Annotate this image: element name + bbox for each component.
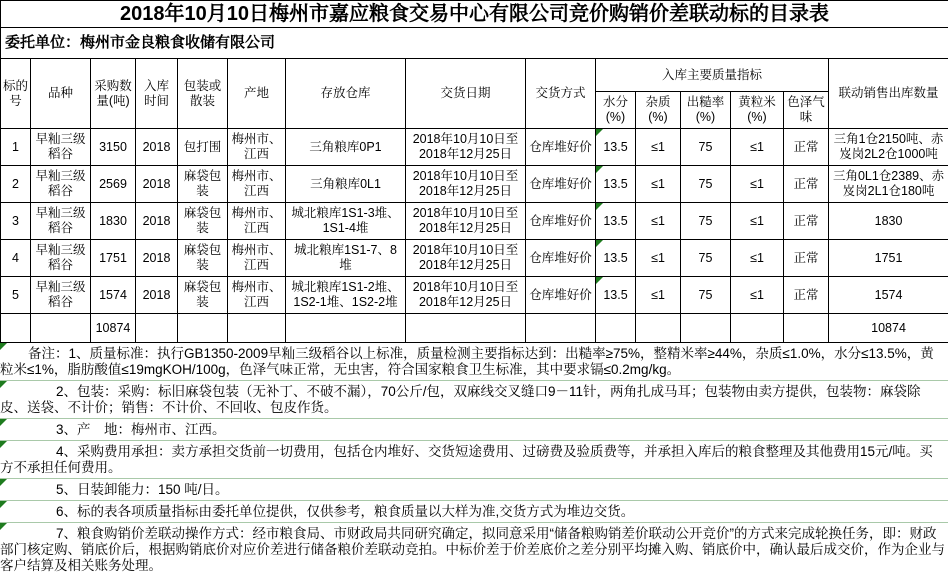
cell-variety: 早籼三级稻谷 — [31, 203, 91, 240]
cell-delivery-date: 2018年10月10日至2018年12月25日 — [406, 203, 526, 240]
cell-purchase-qty: 1830 — [91, 203, 136, 240]
cell-moisture: 13.5 — [596, 240, 636, 277]
cell-linked-sales-qty: 三角1仓2150吨、赤岌岗2L2仓1000吨 — [829, 129, 948, 166]
header-moisture: 水分(%) — [596, 92, 636, 129]
comment-indicator-icon — [596, 166, 603, 173]
cell-warehouse: 城北粮库1S1-7、8堆 — [286, 240, 406, 277]
cell-origin: 梅州市、江西 — [228, 166, 286, 203]
cell-storage-year: 2018 — [136, 129, 178, 166]
cell-moisture: 13.5 — [596, 166, 636, 203]
header-delivery-date: 交货日期 — [406, 59, 526, 129]
cell-impurity: ≤1 — [636, 277, 681, 314]
header-brown-rice-rate: 出糙率(%) — [681, 92, 731, 129]
table-row — [1, 166, 948, 203]
header-yellow-grain: 黄粒米(%) — [731, 92, 784, 129]
page-title: 2018年10月10日梅州市嘉应粮食交易中心有限公司竞价购销价差联动标的目录表 — [1, 1, 948, 28]
note-text: 5、日装卸能力：150 吨/日。 — [0, 482, 946, 498]
total-row — [1, 314, 948, 343]
cell-purchase-qty: 1574 — [91, 277, 136, 314]
cell-yellow-grain: ≤1 — [731, 203, 784, 240]
cell-yellow-grain: ≤1 — [731, 277, 784, 314]
cell-origin: 梅州市、江西 — [228, 277, 286, 314]
cell-bid-no: 2 — [1, 166, 31, 203]
cell-delivery-date: 2018年10月10日至2018年12月25日 — [406, 277, 526, 314]
cell-color-odor: 正常 — [784, 129, 829, 166]
cell-impurity: ≤1 — [636, 240, 681, 277]
cell-variety: 早籼三级稻谷 — [31, 129, 91, 166]
cell-purchase-qty: 3150 — [91, 129, 136, 166]
header-color-odor: 色泽气味 — [784, 92, 829, 129]
cell-storage-year: 2018 — [136, 203, 178, 240]
total-linked-sales-qty: 10874 — [829, 314, 948, 343]
cell-delivery-method: 仓库堆好价 — [526, 277, 596, 314]
note-text: 备注：1、质量标准：执行GB1350-2009早籼三级稻谷以上标准，质量检测主要指标达到：出糙率≥75%，整精米率≥44%，杂质≤1.0%，水分≤13.5%，黄粒米≤1%，脂肪酸值≤19mgKOH/100g，色泽气味正常，无虫害，符合国家粮食卫生标准，其中要求镉≤0.2mg/kg。 — [0, 346, 946, 378]
cell-moisture: 13.5 — [596, 277, 636, 314]
cell-variety: 早籼三级稻谷 — [31, 166, 91, 203]
cell-brown-rice-rate: 75 — [681, 277, 731, 314]
header-origin: 产地 — [228, 59, 286, 129]
cell-storage-year: 2018 — [136, 277, 178, 314]
cell-impurity: ≤1 — [636, 166, 681, 203]
cell-delivery-date: 2018年10月10日至2018年12月25日 — [406, 240, 526, 277]
table-body — [1, 129, 948, 314]
cell-moisture: 13.5 — [596, 129, 636, 166]
cell-storage-year: 2018 — [136, 166, 178, 203]
header-delivery-method: 交货方式 — [526, 59, 596, 129]
cell-yellow-grain: ≤1 — [731, 240, 784, 277]
note-item — [0, 500, 948, 522]
cell-packing: 麻袋包装 — [178, 240, 228, 277]
note-item — [0, 380, 948, 418]
comment-indicator-icon — [0, 441, 7, 448]
cell-linked-sales-qty: 1751 — [829, 240, 948, 277]
cell-linked-sales-qty: 1830 — [829, 203, 948, 240]
cell-linked-sales-qty: 三角0L1仓2389、赤岌岗2L1仓180吨 — [829, 166, 948, 203]
cell-moisture: 13.5 — [596, 203, 636, 240]
cell-color-odor: 正常 — [784, 166, 829, 203]
table-row — [1, 240, 948, 277]
note-text: 7、粮食购销价差联动操作方式：经市粮食局、市财政局共同研究确定，拟同意采用“储备粮购销差价联动公开竞价”的方式来完成轮换任务，即：财政部门核定购、销底价后，根据购销底价对应价差进行储备粮价差联动竞拍。中标价差于价差底价之差分别平均摊入购、销底价中，确认最后成交价，作为企业与客户结算及相关账务处理。 — [0, 526, 946, 574]
note-text: 6、标的表各项质量指标由委托单位提供，仅供参考，粮食质量以大样为准,交货方式为堆边交货。 — [0, 504, 946, 520]
cell-brown-rice-rate: 75 — [681, 166, 731, 203]
table-row — [1, 129, 948, 166]
cell-warehouse: 三角粮库0P1 — [286, 129, 406, 166]
cell-bid-no: 1 — [1, 129, 31, 166]
cell-color-odor: 正常 — [784, 240, 829, 277]
cell-impurity: ≤1 — [636, 129, 681, 166]
cell-delivery-method: 仓库堆好价 — [526, 203, 596, 240]
note-text: 4、采购费用承担：卖方承担交货前一切费用，包括仓内堆好、交货短途费用、过磅费及验质费等，并承担入库后的粮食整理及其他费用15元/吨。买方不承担任何费用。 — [0, 444, 946, 476]
cell-purchase-qty: 1751 — [91, 240, 136, 277]
header-purchase-qty: 采购数量(吨) — [91, 59, 136, 129]
header-impurity: 杂质(%) — [636, 92, 681, 129]
comment-indicator-icon — [596, 240, 603, 247]
cell-warehouse: 城北粮库1S1-2堆、1S2-1堆、1S2-2堆 — [286, 277, 406, 314]
cell-delivery-method: 仓库堆好价 — [526, 129, 596, 166]
comment-indicator-icon — [0, 419, 7, 426]
comment-indicator-icon — [0, 479, 7, 486]
cell-brown-rice-rate: 75 — [681, 129, 731, 166]
cell-origin: 梅州市、江西 — [228, 203, 286, 240]
total-purchase-qty: 10874 — [91, 314, 136, 343]
comment-indicator-icon — [0, 523, 7, 530]
comment-indicator-icon — [0, 381, 7, 388]
cell-yellow-grain: ≤1 — [731, 129, 784, 166]
note-item — [0, 418, 948, 440]
cell-delivery-method: 仓库堆好价 — [526, 240, 596, 277]
cell-brown-rice-rate: 75 — [681, 240, 731, 277]
note-text: 2、包装：采购：标旧麻袋包装（无补丁、不破不漏），70公斤/包，双麻线交叉缝口9－11针，两角扎成马耳；包装物由卖方提供，包装物：麻袋除皮、送袋、不计价；销售：不计价、不回收、包皮作货。 — [0, 384, 946, 416]
header-bid-no: 标的号 — [1, 59, 31, 129]
cell-packing: 麻袋包装 — [178, 277, 228, 314]
comment-indicator-icon — [0, 343, 7, 350]
cell-impurity: ≤1 — [636, 203, 681, 240]
cell-warehouse: 城北粮库1S1-3堆、1S1-4堆 — [286, 203, 406, 240]
header-warehouse: 存放仓库 — [286, 59, 406, 129]
note-item — [0, 440, 948, 478]
cell-origin: 梅州市、江西 — [228, 129, 286, 166]
header-packing: 包装或散装 — [178, 59, 228, 129]
cell-packing: 麻袋包装 — [178, 166, 228, 203]
cell-delivery-method: 仓库堆好价 — [526, 166, 596, 203]
note-item — [0, 343, 948, 380]
table-row — [1, 277, 948, 314]
cell-brown-rice-rate: 75 — [681, 203, 731, 240]
cell-color-odor: 正常 — [784, 203, 829, 240]
cell-packing: 麻袋包装 — [178, 203, 228, 240]
cell-variety: 早籼三级稻谷 — [31, 240, 91, 277]
cell-bid-no: 5 — [1, 277, 31, 314]
cell-bid-no: 3 — [1, 203, 31, 240]
header-linked-sales-qty: 联动销售出库数量 — [829, 59, 948, 129]
cell-variety: 早籼三级稻谷 — [31, 277, 91, 314]
header-storage-year: 入库时间 — [136, 59, 178, 129]
note-text: 3、产 地：梅州市、江西。 — [0, 422, 946, 438]
table-row — [1, 203, 948, 240]
note-item — [0, 478, 948, 500]
comment-indicator-icon — [596, 129, 603, 136]
comment-indicator-icon — [596, 277, 603, 284]
cell-purchase-qty: 2569 — [91, 166, 136, 203]
cell-yellow-grain: ≤1 — [731, 166, 784, 203]
cell-storage-year: 2018 — [136, 240, 178, 277]
cell-delivery-date: 2018年10月10日至2018年12月25日 — [406, 166, 526, 203]
comment-indicator-icon — [0, 501, 7, 508]
cell-origin: 梅州市、江西 — [228, 240, 286, 277]
notes-section — [0, 343, 948, 576]
cell-color-odor: 正常 — [784, 277, 829, 314]
consignor-line: 委托单位：梅州市金良粮食收储有限公司 — [1, 28, 948, 59]
header-variety: 品种 — [31, 59, 91, 129]
cell-packing: 包打围 — [178, 129, 228, 166]
cell-delivery-date: 2018年10月10日至2018年12月25日 — [406, 129, 526, 166]
cell-bid-no: 4 — [1, 240, 31, 277]
cell-warehouse: 三角粮库0L1 — [286, 166, 406, 203]
cell-linked-sales-qty: 1574 — [829, 277, 948, 314]
note-item — [0, 522, 948, 576]
header-quality-group: 入库主要质量指标 — [596, 59, 829, 92]
comment-indicator-icon — [596, 203, 603, 210]
